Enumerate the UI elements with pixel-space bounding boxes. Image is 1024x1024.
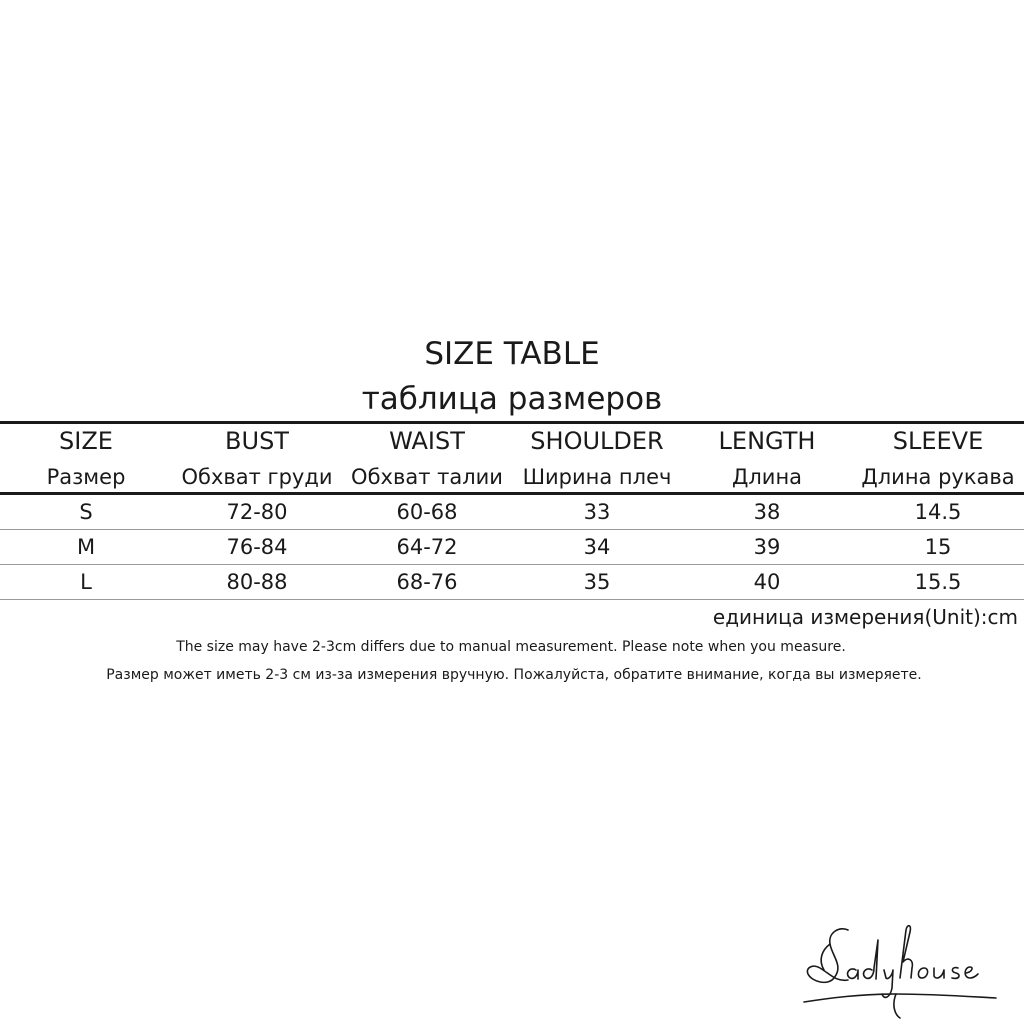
measurement-note-russian: Размер может иметь 2-3 см из-за измерения вручную. Пожалуйста, обратите внимание, когда вы измеряете. [106, 667, 922, 683]
table-cell: 76-84 [226, 535, 288, 559]
table-cell: M [76, 535, 96, 559]
row-divider [0, 529, 1024, 530]
table-cell: 80-88 [226, 570, 288, 594]
table-cell: 40 [753, 570, 781, 594]
column-header-sleeve: SLEEVE [892, 427, 984, 455]
table-cell: 39 [753, 535, 781, 559]
table-title: SIZE TABLE [424, 336, 600, 372]
table-cell: 64-72 [396, 535, 458, 559]
table-cell: S [79, 500, 93, 524]
column-header-waist-russian: Обхват талии [351, 465, 503, 489]
column-header-shoulder-russian: Ширина плеч [522, 465, 672, 489]
column-header-waist: WAIST [389, 427, 465, 455]
unit-note: единица измерения(Unit):cm [712, 605, 1018, 629]
table-cell: 60-68 [396, 500, 458, 524]
table-bottom-rule [0, 599, 1024, 600]
column-header-size-russian: Размер [46, 465, 126, 489]
table-cell: 33 [583, 500, 611, 524]
table-cell: 34 [583, 535, 611, 559]
column-header-bust-russian: Обхват груди [181, 465, 333, 489]
table-cell: 14.5 [914, 500, 962, 524]
table-cell: 72-80 [226, 500, 288, 524]
table-cell: 15 [924, 535, 952, 559]
table-cell: 68-76 [396, 570, 458, 594]
table-title-russian: таблица размеров [361, 381, 663, 417]
column-header-bust: BUST [225, 427, 289, 455]
table-cell: L [80, 570, 92, 594]
row-divider [0, 564, 1024, 565]
column-header-length-russian: Длина [731, 465, 803, 489]
table-cell: 15.5 [914, 570, 962, 594]
table-cell: 38 [753, 500, 781, 524]
column-header-length: LENGTH [718, 427, 816, 455]
column-header-size: SIZE [59, 427, 113, 455]
table-cell: 35 [583, 570, 611, 594]
table-top-rule [0, 421, 1024, 424]
ladyhouse-logo [800, 910, 1000, 1020]
column-header-sleeve-russian: Длина рукава [861, 465, 1015, 489]
measurement-note-english: The size may have 2-3cm differs due to manual measurement. Please note when you measure. [176, 639, 846, 655]
header-bottom-rule [0, 492, 1024, 495]
column-header-shoulder: SHOULDER [530, 427, 664, 455]
